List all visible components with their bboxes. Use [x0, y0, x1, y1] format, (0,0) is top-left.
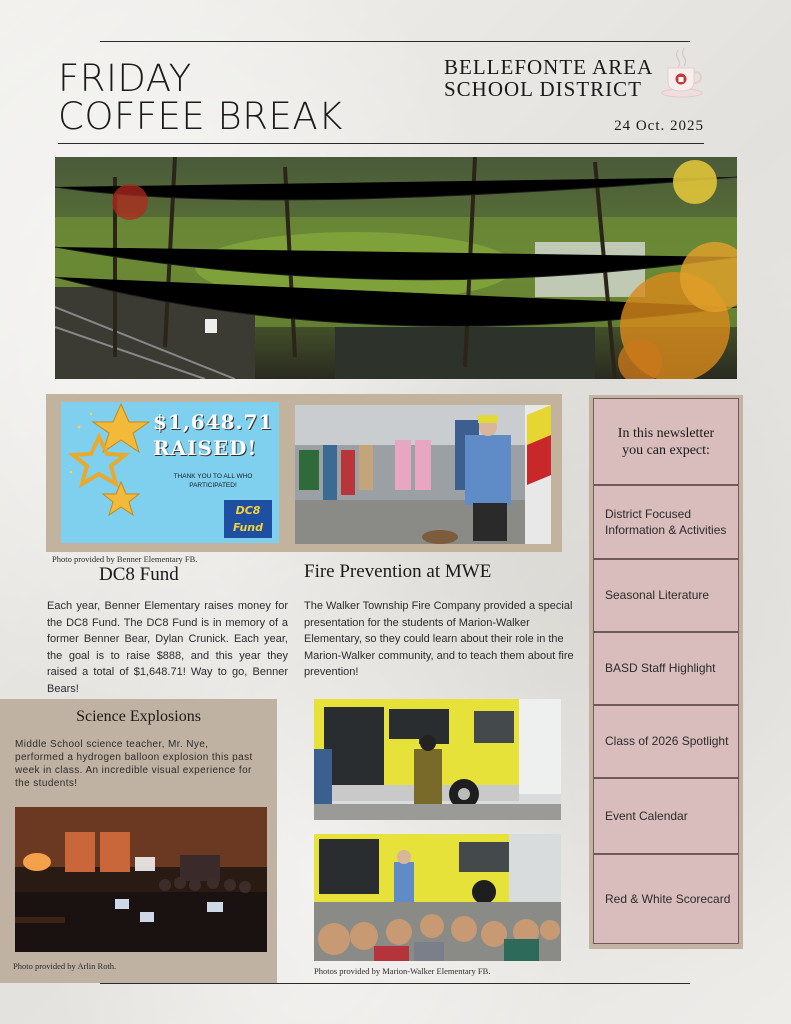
contents-heading-line-1: In this newsletter: [617, 425, 715, 441]
fire-heading: Fire Prevention at MWE: [304, 561, 492, 582]
issue-date: 24 Oct. 2025: [614, 118, 704, 134]
district-name: [444, 56, 664, 100]
contents-item-staff-highlight[interactable]: BASD Staff Highlight: [593, 632, 739, 705]
dc8-thanks-line-2: PARTICIPATED!: [189, 482, 237, 489]
contents-heading-line-2: you can expect:: [622, 442, 710, 458]
fire-photo-2: [314, 699, 561, 820]
contents-heading: [593, 398, 739, 485]
title-line-1: FRIDAY: [58, 57, 192, 100]
district-line-1: BELLEFONTE AREA: [444, 55, 654, 79]
dc8-thanks-line-1: THANK YOU TO ALL WHO: [173, 473, 253, 480]
contents-item-seasonal-literature[interactable]: Seasonal Literature: [593, 559, 739, 632]
district-line-2: SCHOOL DISTRICT: [444, 77, 642, 101]
fire-photo-3: [314, 834, 561, 961]
contents-item-scorecard[interactable]: Red & White Scorecard: [593, 854, 739, 944]
title-line-2: COFFEE BREAK: [58, 95, 343, 138]
newsletter-title: [58, 57, 388, 138]
fire-photo-credit: Photos provided by Marion-Walker Elementary FB.: [314, 966, 491, 976]
masthead-bottom-rule: [58, 143, 704, 144]
dc8-amount: $1,648.71: [153, 410, 274, 434]
dc8-logo: DC8 Fund: [224, 500, 272, 538]
dc8-thanks: [153, 472, 273, 490]
coffee-cup-icon: [660, 46, 704, 98]
fire-body: The Walker Township Fire Company provided a special presentation for the students of Marion-Walker Elementary, so they could learn about their role in the Marion-Walker community, and to teach them about fire prevention!: [304, 600, 574, 678]
science-photo-credit: Photo provided by Arlin Roth.: [13, 961, 117, 971]
dc8-photo-credit: Photo provided by Benner Elementary FB.: [52, 554, 198, 564]
contents-item-event-calendar[interactable]: Event Calendar: [593, 778, 739, 854]
contents-item-class-spotlight[interactable]: Class of 2026 Spotlight: [593, 705, 739, 778]
dc8-graphic: [61, 402, 279, 543]
dc8-heading: DC8 Fund: [99, 564, 179, 585]
science-body: Middle School science teacher, Mr. Nye, performed a hydrogen balloon explosion this past week in class. An incredible visual experience for the students!: [15, 739, 253, 789]
hero-autumn-photo: [55, 157, 737, 379]
dc8-body: Each year, Benner Elementary raises money for the DC8 Fund. The DC8 Fund is in memory of a former Benner Bear, Dylan Crunick. Each year, the goal is to raise $888, and this year they raised a total of $1,648.71! Way to go, Benner Bears!: [47, 600, 288, 695]
science-heading: Science Explosions: [76, 708, 201, 725]
bottom-rule: [100, 983, 690, 984]
top-rule: [100, 41, 690, 42]
science-classroom-photo: [15, 807, 267, 952]
dc8-raised: RAISED!: [153, 436, 258, 460]
fire-photo-1: [295, 405, 551, 544]
contents-item-district-focused[interactable]: District Focused Information & Activities: [593, 485, 739, 559]
